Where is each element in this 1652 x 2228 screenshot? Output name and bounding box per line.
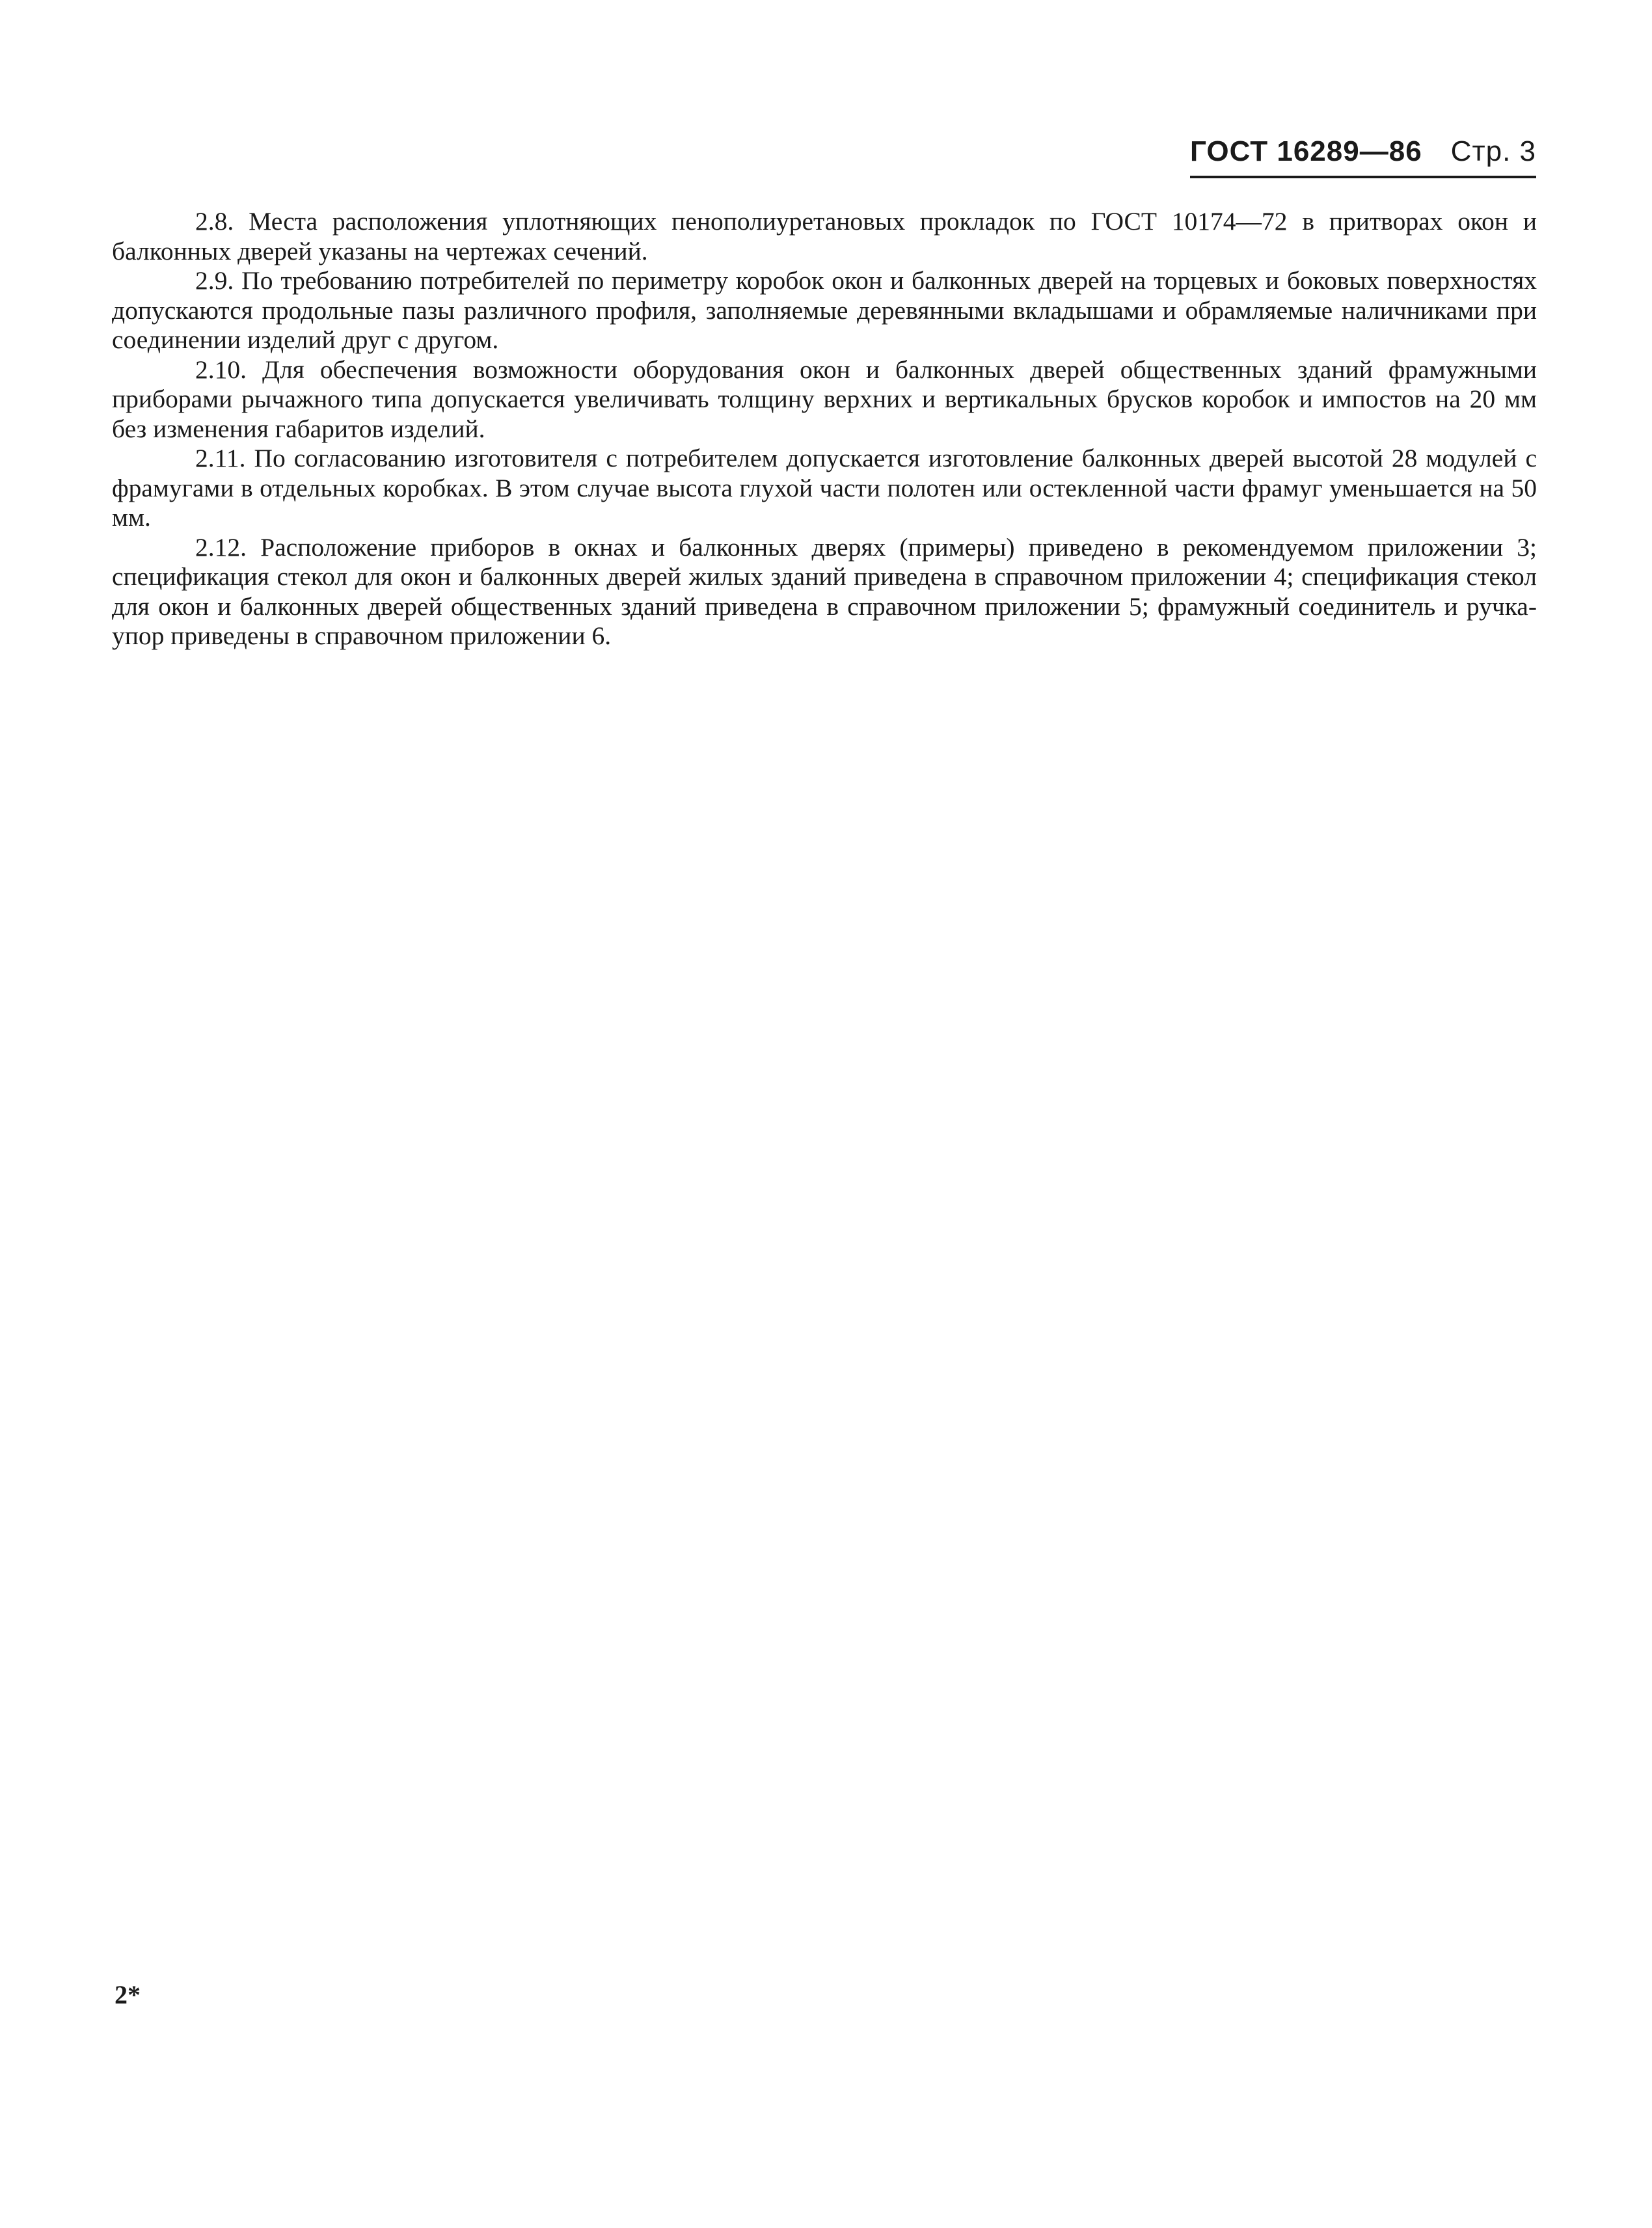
body-text — [112, 207, 1537, 651]
sheet-folio: 2* — [115, 1980, 141, 2009]
standard-number: ГОСТ 16289—86 — [1190, 135, 1422, 167]
paragraph-2-10: 2.10. Для обеспечения возможности оборудования окон и балконных дверей общественных зданий фрамужными приборами рычажного типа допускается увеличивать толщину верхних и вертикальных брусков коробок и импостов на 20 мм без изменения габаритов изделий. — [112, 355, 1537, 443]
paragraph-2-12: 2.12. Расположение приборов в окнах и балконных дверях (примеры) приведено в рекомендуемом приложении 3; спецификация стекол для окон и балконных дверей жилых зданий приведена в справочном приложении 4; спецификация стекол для окон и балконных дверей общественных зданий приведена в справочном приложении 5; фрамужный соединитель и ручка-упор приведены в справочном приложении 6. — [112, 532, 1537, 650]
running-header — [1190, 135, 1536, 178]
paragraph-2-8: 2.8. Места расположения уплотняющих пенополиуретановых прокладок по ГОСТ 10174—72 в притворах окон и балконных дверей указаны на чертежах сечений. — [112, 207, 1537, 265]
paragraph-2-11: 2.11. По согласованию изготовителя с потребителем допускается изготовление балконных дверей высотой 28 модулей с фрамугами в отдельных коробках. В этом случае высота глухой части полотен или остекленной части фрамуг уменьшается на 50 мм. — [112, 444, 1537, 532]
page-number: Стр. 3 — [1450, 135, 1536, 167]
paragraph-2-9: 2.9. По требованию потребителей по периметру коробок окон и балконных дверей на торцевых и боковых поверхностях допускаются продольные пазы различного профиля, заполняемые деревянными вкладышами и обрамляемые наличниками при соединении изделий друг с другом. — [112, 266, 1537, 354]
